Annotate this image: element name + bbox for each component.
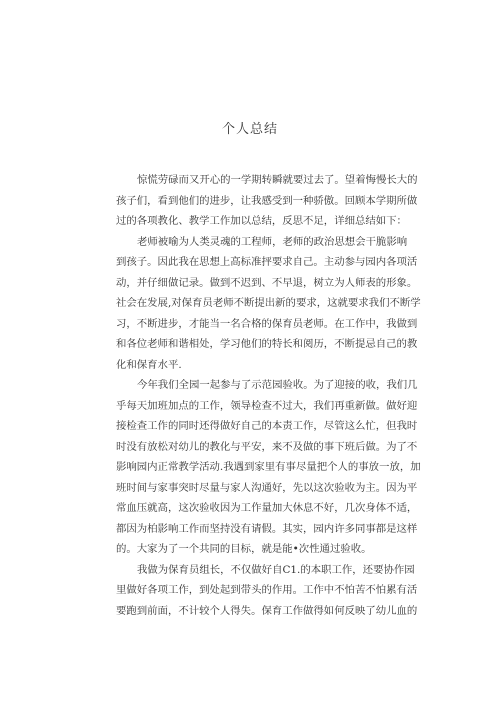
paragraph-1-line-2: 孩子们，看到他们的进步，让我感受到一种骄傲。回顾本学期所做 bbox=[116, 194, 418, 207]
paragraph-1-line-1: 惊慌劳碌而又开心的一学期转瞬就要过去了。望着悔慢长大的 bbox=[137, 174, 418, 186]
document-title: 个人总结 bbox=[221, 122, 278, 137]
paragraph-2-line-2: 到孩子。因此我在思想上高标准抨要求自己。主动参与园内各项活 bbox=[116, 256, 418, 268]
document-body bbox=[116, 170, 421, 621]
paragraph-2-line-3: 动，并仔细做记录。做到不迟到、不早退，树立为人师表的形象。 bbox=[116, 276, 418, 289]
paragraph-3-line-7: 常血压就高，这次验收因为工作量加大休息不好，几次身体不适， bbox=[116, 502, 418, 514]
paragraph-3-line-2: 乎每天加班加点的工作，领导检查不过大，我们再重新做。做好迎 bbox=[116, 399, 418, 412]
paragraph-3-line-4: 时没有放松对幼儿的教化与平安，来不及做的事下班后做。为了不 bbox=[116, 440, 418, 453]
paragraph-3-line-3: 接检查工作的同时还得做好自己的本责工作，尽管这么忙，但我时 bbox=[116, 420, 418, 432]
paragraph-2-line-1: 老师被喻为人类灵魂的工程师，老师的政治思想会干脆影响 bbox=[137, 235, 408, 248]
paragraph-3-line-8: 都因为柏影响工作而坚持没有请假。其实，园内许多同事都是这样 bbox=[116, 522, 418, 535]
paragraph-2-line-7: 化和保育水平. bbox=[116, 358, 182, 371]
paragraph-3-line-9: 的。大家为了一个共同的目标，就是能•次性通过验收。 bbox=[116, 543, 372, 555]
paragraph-3-line-6: 班时间与家事突时尽量与家人沟通好，先以这次验收为主。因为平 bbox=[116, 481, 418, 494]
paragraph-4-line-2: 里做好各项工作，到处起到带头的作用。工作中不怕苦不怕累有活 bbox=[116, 584, 418, 596]
paragraph-4-line-3: 要跑到前面，不计较个人得失。保育工作做得如何反映了幼儿血的 bbox=[116, 604, 418, 617]
paragraph-3-line-5: 影响园内正常教学活动.我遇到家里有事尽量把个人的事放一放，加 bbox=[116, 461, 421, 473]
paragraph-2-line-4: 社会在发展,对保育员老师不断提出新的要求，这就要求我们不断学 bbox=[116, 297, 421, 309]
paragraph-2-line-5: 习，不断进步，才能当一名合格的保育员老师。在工作中，我做到 bbox=[116, 317, 418, 330]
paragraph-4-line-1: 我做为保育员组长，不仅做好自C1.的本职工作，还要协作园 bbox=[137, 563, 415, 576]
paragraph-1-line-3: 过的各项教化、教学工作加以总结，反思不足，详细总结如下： bbox=[116, 215, 407, 227]
paragraph-2-line-6: 和各位老师和谐相处，学习他们的特长和阅历，不断提忌自己的教 bbox=[116, 338, 418, 350]
paragraph-3-line-1: 今年我们全园一起参与了示范园验收。为了迎接的收，我们几 bbox=[137, 379, 418, 391]
